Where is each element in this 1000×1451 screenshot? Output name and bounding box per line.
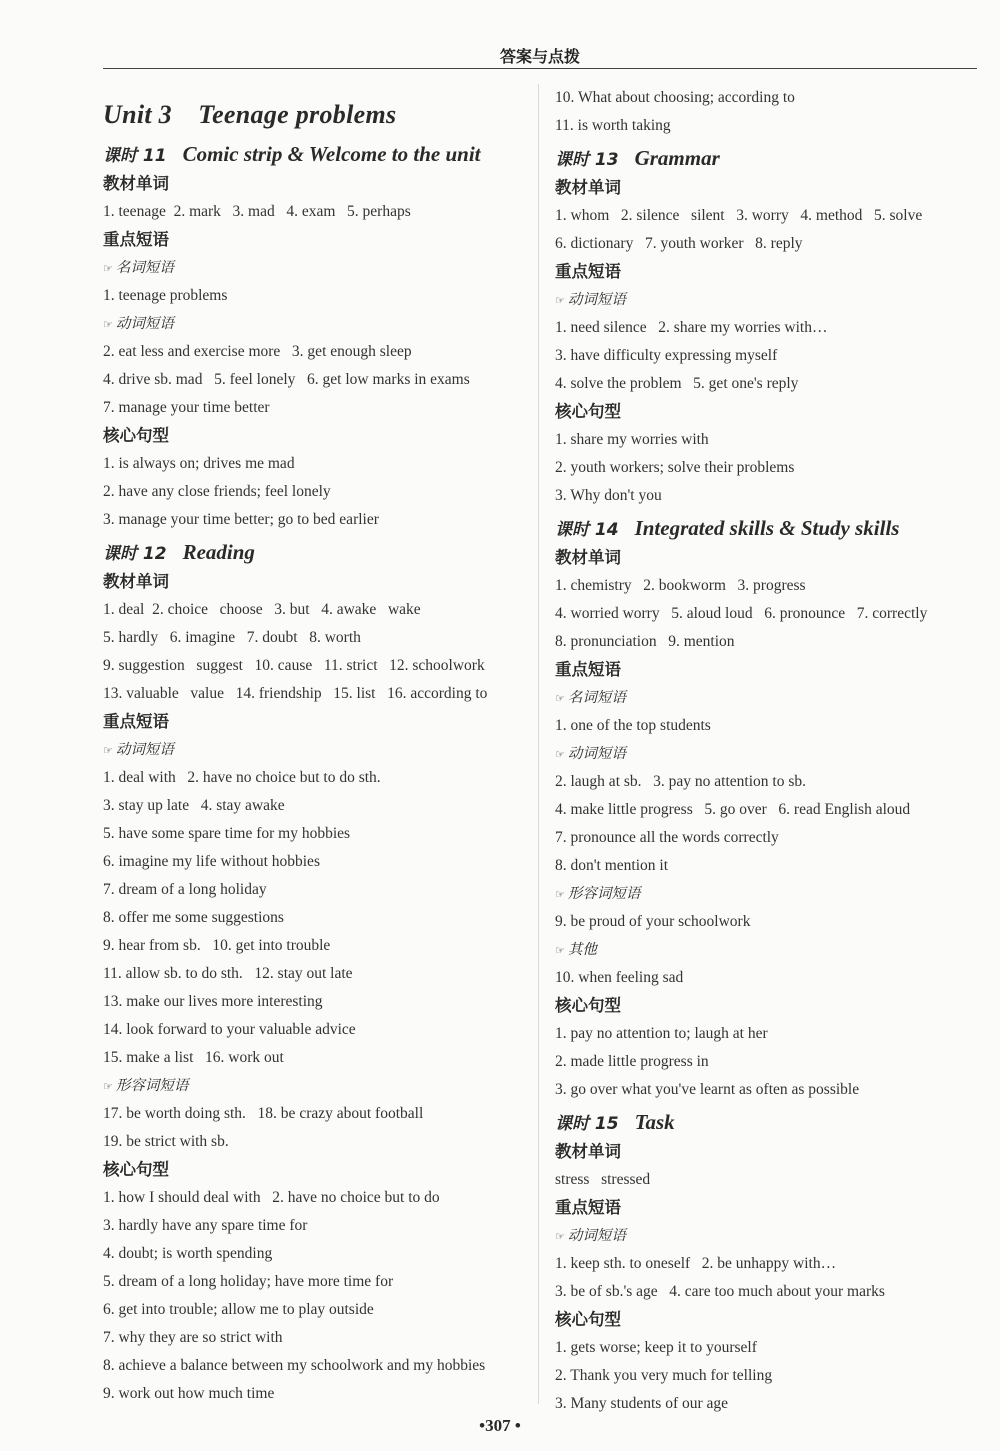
lesson-heading (103, 539, 523, 565)
answer-line: 1. is always on; drives me mad (103, 455, 295, 472)
answer-line: 2. laugh at sb. 3. pay no attention to sb. (555, 773, 806, 790)
answer-line: 5. dream of a long holiday; have more time for (103, 1273, 394, 1290)
subsection-heading (103, 254, 523, 282)
unit-title: Unit 3 Teenage problems (103, 100, 397, 129)
subsection-label: 名词短语 (567, 690, 626, 706)
section-heading: 教材单词 (555, 1142, 621, 1161)
subsection-label: 形容词短语 (115, 1078, 189, 1094)
lesson-heading (555, 1109, 980, 1135)
answer-line: 9. suggestion suggest 10. cause 11. strict 12. schoolwork (103, 657, 485, 674)
section-heading: 核心句型 (103, 426, 169, 445)
answer-line: 7. pronounce all the words correctly (555, 829, 779, 846)
answer-line: 1. whom 2. silence silent 3. worry 4. method 5. solve (555, 207, 923, 224)
answer-line: 5. hardly 6. imagine 7. doubt 8. worth (103, 629, 361, 646)
answer-line: 14. look forward to your valuable advice (103, 1021, 356, 1038)
section-heading: 核心句型 (555, 1310, 621, 1329)
answer-line: 3. Why don't you (555, 487, 662, 504)
subsection-heading (555, 684, 980, 712)
section-heading: 重点短语 (103, 712, 169, 731)
subsection-label: 名词短语 (115, 260, 174, 276)
subsection-label: 动词短语 (115, 742, 174, 758)
answer-line: 11. allow sb. to do sth. 12. stay out late (103, 965, 353, 982)
answer-line: 3. Many students of our age (555, 1395, 729, 1412)
answer-line: 7. dream of a long holiday (103, 881, 267, 898)
subsection-heading (103, 310, 523, 338)
pointing-hand-icon: ☞ (103, 318, 113, 331)
answer-line: 1. teenage problems (103, 287, 228, 304)
pointing-hand-icon: ☞ (103, 262, 113, 275)
subsection-label: 形容词短语 (567, 886, 641, 902)
subsection-label: 动词短语 (567, 746, 626, 762)
lesson-number: 课时 12 (103, 544, 167, 564)
answer-line: 4. drive sb. mad 5. feel lonely 6. get low marks in exams (103, 371, 470, 388)
pointing-hand-icon: ☞ (555, 888, 565, 901)
page-header: 答案与点拨 (103, 44, 977, 69)
lesson-heading (103, 141, 523, 167)
answer-line: 1. deal with 2. have no choice but to do sth. (103, 769, 381, 786)
pointing-hand-icon: ☞ (555, 748, 565, 761)
answer-line: 1. deal 2. choice choose 3. but 4. awake wake (103, 601, 421, 618)
answer-line: 1. keep sth. to oneself 2. be unhappy with… (555, 1255, 837, 1272)
section-heading: 重点短语 (555, 262, 621, 281)
lesson-title: Grammar (634, 146, 720, 170)
answer-line: 1. one of the top students (555, 717, 711, 734)
subsection-heading (555, 880, 980, 908)
subsection-heading (555, 1222, 980, 1250)
answer-line: 3. hardly have any spare time for (103, 1217, 308, 1234)
answer-line: 6. dictionary 7. youth worker 8. reply (555, 235, 803, 252)
section-heading: 教材单词 (103, 572, 169, 591)
subsection-heading (555, 740, 980, 768)
answer-line: 1. chemistry 2. bookworm 3. progress (555, 577, 806, 594)
answer-line: 1. need silence 2. share my worries with… (555, 319, 828, 336)
pointing-hand-icon: ☞ (555, 294, 565, 307)
subsection-heading (555, 936, 980, 964)
subsection-heading (555, 286, 980, 314)
section-heading: 教材单词 (555, 548, 621, 567)
section-heading: 重点短语 (555, 660, 621, 679)
left-column (103, 84, 523, 1408)
answer-line: 4. worried worry 5. aloud loud 6. pronounce 7. correctly (555, 605, 928, 622)
answer-line: 3. go over what you've learnt as often as possible (555, 1081, 860, 1098)
answer-line: 1. share my worries with (555, 431, 709, 448)
section-heading: 教材单词 (103, 174, 169, 193)
answer-line: 6. get into trouble; allow me to play outside (103, 1301, 374, 1318)
lesson-title: Task (634, 1110, 675, 1134)
answer-line: 11. is worth taking (555, 117, 671, 134)
section-heading: 核心句型 (103, 1160, 169, 1179)
answer-line: 3. have difficulty expressing myself (555, 347, 778, 364)
section-heading: 核心句型 (555, 996, 621, 1015)
pointing-hand-icon: ☞ (103, 1080, 113, 1093)
answer-line: 2. made little progress in (555, 1053, 709, 1070)
answer-line: 15. make a list 16. work out (103, 1049, 284, 1066)
answer-line: stress stressed (555, 1171, 651, 1188)
answer-line: 3. stay up late 4. stay awake (103, 797, 285, 814)
answer-line: 10. What about choosing; according to (555, 89, 795, 106)
answer-line: 1. gets worse; keep it to yourself (555, 1339, 757, 1356)
lesson-number: 课时 14 (555, 520, 619, 540)
pointing-hand-icon: ☞ (555, 1230, 565, 1243)
answer-line: 17. be worth doing sth. 18. be crazy about football (103, 1105, 424, 1122)
answer-line: 8. achieve a balance between my schoolwork and my hobbies (103, 1357, 486, 1374)
pointing-hand-icon: ☞ (555, 692, 565, 705)
pointing-hand-icon: ☞ (103, 744, 113, 757)
pointing-hand-icon: ☞ (555, 944, 565, 957)
answer-line: 13. valuable value 14. friendship 15. list 16. according to (103, 685, 488, 702)
answer-line: 2. youth workers; solve their problems (555, 459, 795, 476)
answer-line: 8. pronunciation 9. mention (555, 633, 735, 650)
answer-line: 8. offer me some suggestions (103, 909, 284, 926)
page-number: •307 • (479, 1416, 521, 1435)
lesson-heading (555, 145, 980, 171)
answer-line: 1. how I should deal with 2. have no choice but to do (103, 1189, 440, 1206)
answer-line: 5. have some spare time for my hobbies (103, 825, 351, 842)
lesson-heading (555, 515, 980, 541)
answer-line: 1. pay no attention to; laugh at her (555, 1025, 768, 1042)
lesson-title: Reading (182, 540, 255, 564)
answer-line: 3. manage your time better; go to bed earlier (103, 511, 379, 528)
answer-line: 2. Thank you very much for telling (555, 1367, 773, 1384)
answer-line: 7. why they are so strict with (103, 1329, 283, 1346)
lesson-number: 课时 15 (555, 1114, 619, 1134)
section-heading: 重点短语 (555, 1198, 621, 1217)
answer-line: 4. doubt; is worth spending (103, 1245, 273, 1262)
subsection-heading (103, 1072, 523, 1100)
subsection-label: 动词短语 (115, 316, 174, 332)
subsection-heading (103, 736, 523, 764)
section-heading: 教材单词 (555, 178, 621, 197)
lesson-number: 课时 13 (555, 150, 619, 170)
section-heading: 核心句型 (555, 402, 621, 421)
answer-line: 13. make our lives more interesting (103, 993, 323, 1010)
right-column (555, 84, 980, 1418)
answer-line: 9. work out how much time (103, 1385, 275, 1402)
subsection-label: 动词短语 (567, 1228, 626, 1244)
lesson-title: Integrated skills & Study skills (634, 516, 900, 540)
answer-line: 2. have any close friends; feel lonely (103, 483, 331, 500)
answer-line: 1. teenage 2. mark 3. mad 4. exam 5. perhaps (103, 203, 411, 220)
answer-line: 9. hear from sb. 10. get into trouble (103, 937, 331, 954)
lesson-number: 课时 11 (103, 146, 167, 166)
answer-line: 4. solve the problem 5. get one's reply (555, 375, 799, 392)
lesson-title: Comic strip & Welcome to the unit (182, 142, 481, 166)
answer-line: 9. be proud of your schoolwork (555, 913, 751, 930)
answer-line: 8. don't mention it (555, 857, 669, 874)
column-divider (538, 84, 539, 1404)
answer-line: 10. when feeling sad (555, 969, 684, 986)
subsection-label: 其他 (567, 942, 597, 958)
answer-line: 6. imagine my life without hobbies (103, 853, 320, 870)
answer-line: 7. manage your time better (103, 399, 270, 416)
section-heading: 重点短语 (103, 230, 169, 249)
answer-line: 2. eat less and exercise more 3. get enough sleep (103, 343, 412, 360)
subsection-label: 动词短语 (567, 292, 626, 308)
answer-line: 19. be strict with sb. (103, 1133, 229, 1150)
answer-line: 3. be of sb.'s age 4. care too much about your marks (555, 1283, 885, 1300)
answer-line: 4. make little progress 5. go over 6. read English aloud (555, 801, 911, 818)
